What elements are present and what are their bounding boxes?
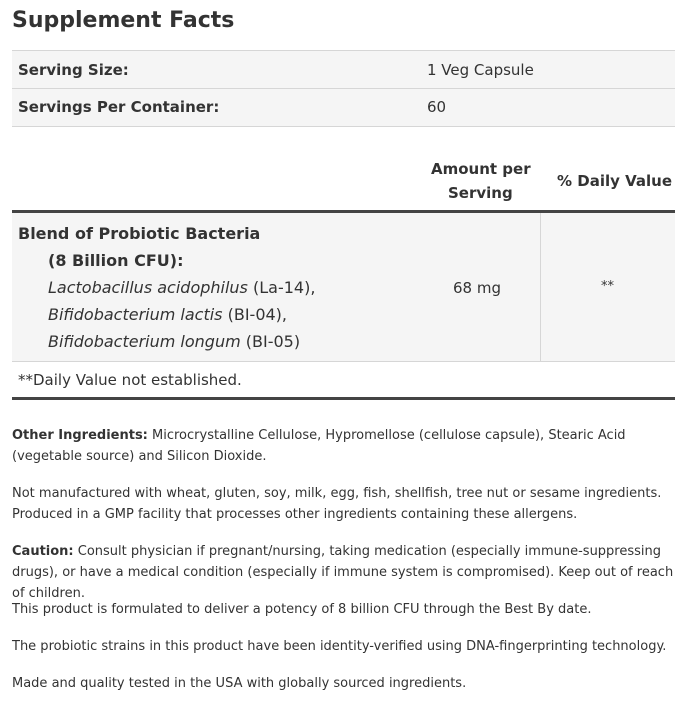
serving-size-value: 1 Veg Capsule: [427, 61, 534, 79]
strain-3-code: (BI-05): [240, 332, 301, 351]
ingredient-amount: 68 mg: [453, 279, 501, 297]
allergen-line-2: Produced in a GMP facility that processes other ingredients containing these allergens.: [12, 507, 578, 522]
strain-2-name: Bifidobacterium lactis: [48, 305, 223, 324]
daily-value-header: % Daily Value: [557, 172, 673, 190]
ingredient-name: Blend of Probiotic Bacteria: [18, 224, 261, 243]
servings-per-container-label: Servings Per Container:: [18, 98, 220, 116]
other-ingredients-text: Microcrystalline Cellulose, Hypromellose (cellulose capsule), Stearic Acid (vegetable source) and Silicon Dioxide.: [12, 428, 626, 464]
divider: [12, 126, 675, 127]
allergen-line-1: Not manufactured with wheat, gluten, soy, milk, egg, fish, shellfish, tree nut or sesame ingredients.: [12, 486, 662, 501]
strains-statement: The probiotic strains in this product have been identity-verified using DNA-fingerprinting technology.: [12, 639, 667, 654]
ingredient-daily-value: **: [601, 279, 614, 294]
strain-3: [48, 332, 300, 351]
other-ingredients-label: Other Ingredients:: [12, 428, 148, 443]
footnote: **Daily Value not established.: [18, 371, 242, 389]
origin-statement: Made and quality tested in the USA with globally sourced ingredients.: [12, 676, 467, 691]
strain-3-name: Bifidobacterium longum: [48, 332, 241, 351]
page-title: Supplement Facts: [12, 8, 235, 33]
amount-header-line1: Amount per: [431, 160, 531, 178]
other-ingredients: [12, 425, 682, 467]
divider: [12, 361, 675, 362]
servings-per-container-value: 60: [427, 98, 447, 116]
caution: [12, 541, 682, 604]
strain-1: [48, 278, 315, 297]
footer-rule: [12, 397, 675, 400]
ingredient-cfu: (8 Billion CFU):: [48, 251, 184, 270]
strain-2-code: (BI-04),: [222, 305, 287, 324]
strain-1-name: Lactobacillus acidophilus: [48, 278, 248, 297]
caution-label: Caution:: [12, 544, 74, 559]
allergen-statement: [12, 483, 682, 525]
column-divider: [540, 213, 541, 361]
strain-2: [48, 305, 287, 324]
serving-size-label: Serving Size:: [18, 61, 129, 79]
strain-1-code: (La-14),: [247, 278, 316, 297]
potency-statement: This product is formulated to deliver a potency of 8 billion CFU through the Best By date.: [12, 602, 592, 617]
caution-text: Consult physician if pregnant/nursing, taking medication (especially immune-suppressing drugs), or have a medical condition (especially if immune system is compromised). Keep out of reach of children.: [12, 544, 674, 601]
amount-header-line2: Serving: [448, 184, 513, 202]
